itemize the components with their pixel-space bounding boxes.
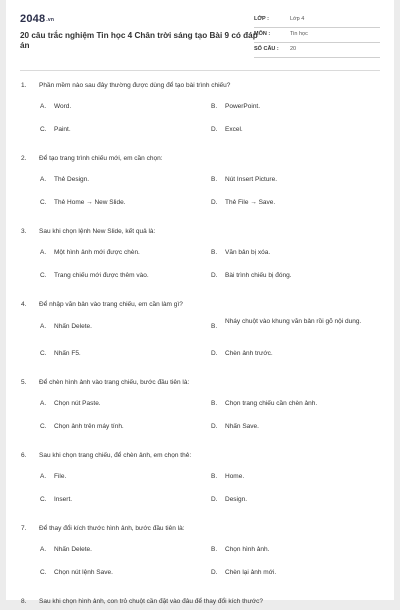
question-1: [6, 80, 394, 148]
option-text: Excel.: [225, 126, 243, 133]
question-number: 2.: [21, 155, 27, 162]
option-text: Paint.: [54, 126, 71, 133]
option-letter: D.: [211, 199, 218, 206]
header-divider: [20, 70, 380, 71]
question-number: 8.: [21, 598, 27, 605]
logo-main: 2048: [20, 13, 46, 25]
option-letter: D.: [211, 350, 218, 357]
option-text: PowerPoint.: [225, 103, 261, 110]
option-text: Home.: [225, 473, 245, 480]
option-text: Nhấn Delete.: [54, 323, 92, 330]
option-letter: C.: [40, 126, 47, 133]
option-text: Chọn nút lệnh Save.: [54, 569, 113, 576]
question-8: [6, 596, 394, 610]
option-text: File.: [54, 473, 67, 480]
option-letter: A.: [40, 473, 47, 480]
option-letter: D.: [211, 126, 218, 133]
option-text: Bài trình chiếu bị đóng.: [225, 272, 292, 279]
option-text: Chọn trang chiếu cần chèn ảnh.: [225, 400, 318, 407]
info-row-class: [254, 14, 380, 28]
question-text: Để tạo trang trình chiếu mới, em cần chọn:: [39, 155, 163, 162]
option-letter: A.: [40, 323, 47, 330]
option-text: Một hình ảnh mới được chèn.: [54, 249, 140, 256]
option-text: Chèn lại ảnh mới.: [225, 569, 277, 576]
option-text: Chèn ảnh trước.: [225, 350, 273, 357]
question-3: [6, 226, 394, 294]
option-letter: C.: [40, 423, 47, 430]
option-text: Chọn hình ảnh.: [225, 546, 270, 553]
question-list: [6, 80, 394, 610]
option-letter: B.: [211, 473, 218, 480]
info-value: 20: [290, 46, 297, 52]
option-letter: A.: [40, 546, 47, 553]
info-row-subject: [254, 29, 380, 43]
option-letter: B.: [211, 400, 218, 407]
info-row-count: [254, 44, 380, 58]
question-number: 1.: [21, 82, 27, 89]
option-letter: B.: [211, 323, 218, 330]
option-letter: A.: [40, 176, 47, 183]
option-text: Trang chiếu mới được thêm vào.: [54, 272, 149, 279]
question-text: Sau khi chọn trang chiếu, để chèn ảnh, em chọn thẻ:: [39, 452, 192, 459]
info-value: Lớp 4: [290, 16, 305, 22]
question-text: Để nhập văn bản vào trang chiếu, em cần làm gì?: [39, 301, 183, 308]
option-letter: D.: [211, 423, 218, 430]
question-number: 5.: [21, 379, 27, 386]
question-2: [6, 153, 394, 221]
option-text: Nhấn Delete.: [54, 546, 92, 553]
question-7: [6, 523, 394, 591]
option-letter: C.: [40, 199, 47, 206]
option-letter: B.: [211, 176, 218, 183]
question-text: Sau khi chọn hình ảnh, con trỏ chuột cần đặt vào đâu để thay đổi kích thước?: [39, 598, 263, 605]
site-logo[interactable]: [20, 13, 54, 25]
question-number: 4.: [21, 301, 27, 308]
option-letter: B.: [211, 103, 218, 110]
question-6: [6, 450, 394, 518]
question-text: Phần mềm nào sau đây thường được dùng để tạo bài trình chiếu?: [39, 82, 231, 89]
question-5: [6, 377, 394, 445]
option-letter: D.: [211, 496, 218, 503]
document-header: [6, 0, 394, 70]
question-number: 3.: [21, 228, 27, 235]
option-letter: C.: [40, 569, 47, 576]
question-text: Để chèn hình ảnh vào trang chiếu, bước đầu tiên là:: [39, 379, 190, 386]
question-text: Để thay đổi kích thước hình ảnh, bước đầu tiên là:: [39, 525, 185, 532]
info-panel: [254, 14, 380, 59]
option-letter: D.: [211, 272, 218, 279]
option-letter: D.: [211, 569, 218, 576]
option-text: Thẻ Home → New Slide.: [54, 199, 126, 206]
option-letter: A.: [40, 249, 47, 256]
option-text: Word.: [54, 103, 72, 110]
info-label: LỚP :: [254, 16, 269, 22]
option-letter: A.: [40, 400, 47, 407]
question-number: 7.: [21, 525, 27, 532]
document-page: [6, 0, 394, 605]
option-text: Thẻ Design.: [54, 176, 90, 183]
option-letter: A.: [40, 103, 47, 110]
question-4: [6, 299, 394, 372]
option-text: Design.: [225, 496, 248, 503]
info-value: Tin học: [290, 31, 308, 37]
option-text: Văn bản bị xóa.: [225, 249, 271, 256]
option-text: Nút Insert Picture.: [225, 176, 278, 183]
option-letter: B.: [211, 546, 218, 553]
question-text: Sau khi chọn lệnh New Slide, kết quả là:: [39, 228, 156, 235]
option-text: Nhấn F5.: [54, 350, 81, 357]
option-text: Chọn nút Paste.: [54, 400, 101, 407]
info-label: SỐ CÂU :: [254, 46, 279, 52]
option-letter: C.: [40, 272, 47, 279]
option-text: Nhấn Save.: [225, 423, 259, 430]
option-text: Chọn ảnh trên máy tính.: [54, 423, 124, 430]
option-letter: B.: [211, 249, 218, 256]
option-text: Nháy chuột vào khung văn bản rồi gõ nội dung.: [225, 318, 362, 325]
option-letter: C.: [40, 496, 47, 503]
option-text: Thẻ File → Save.: [225, 199, 276, 206]
question-number: 6.: [21, 452, 27, 459]
option-letter: C.: [40, 350, 47, 357]
option-text: Insert.: [54, 496, 73, 503]
info-label: MÔN :: [254, 31, 271, 37]
logo-sub: .vn: [46, 17, 55, 23]
document-title: 20 câu trắc nghiệm Tin học 4 Chân trời sáng tạo Bài 9 có đáp án: [20, 31, 258, 50]
